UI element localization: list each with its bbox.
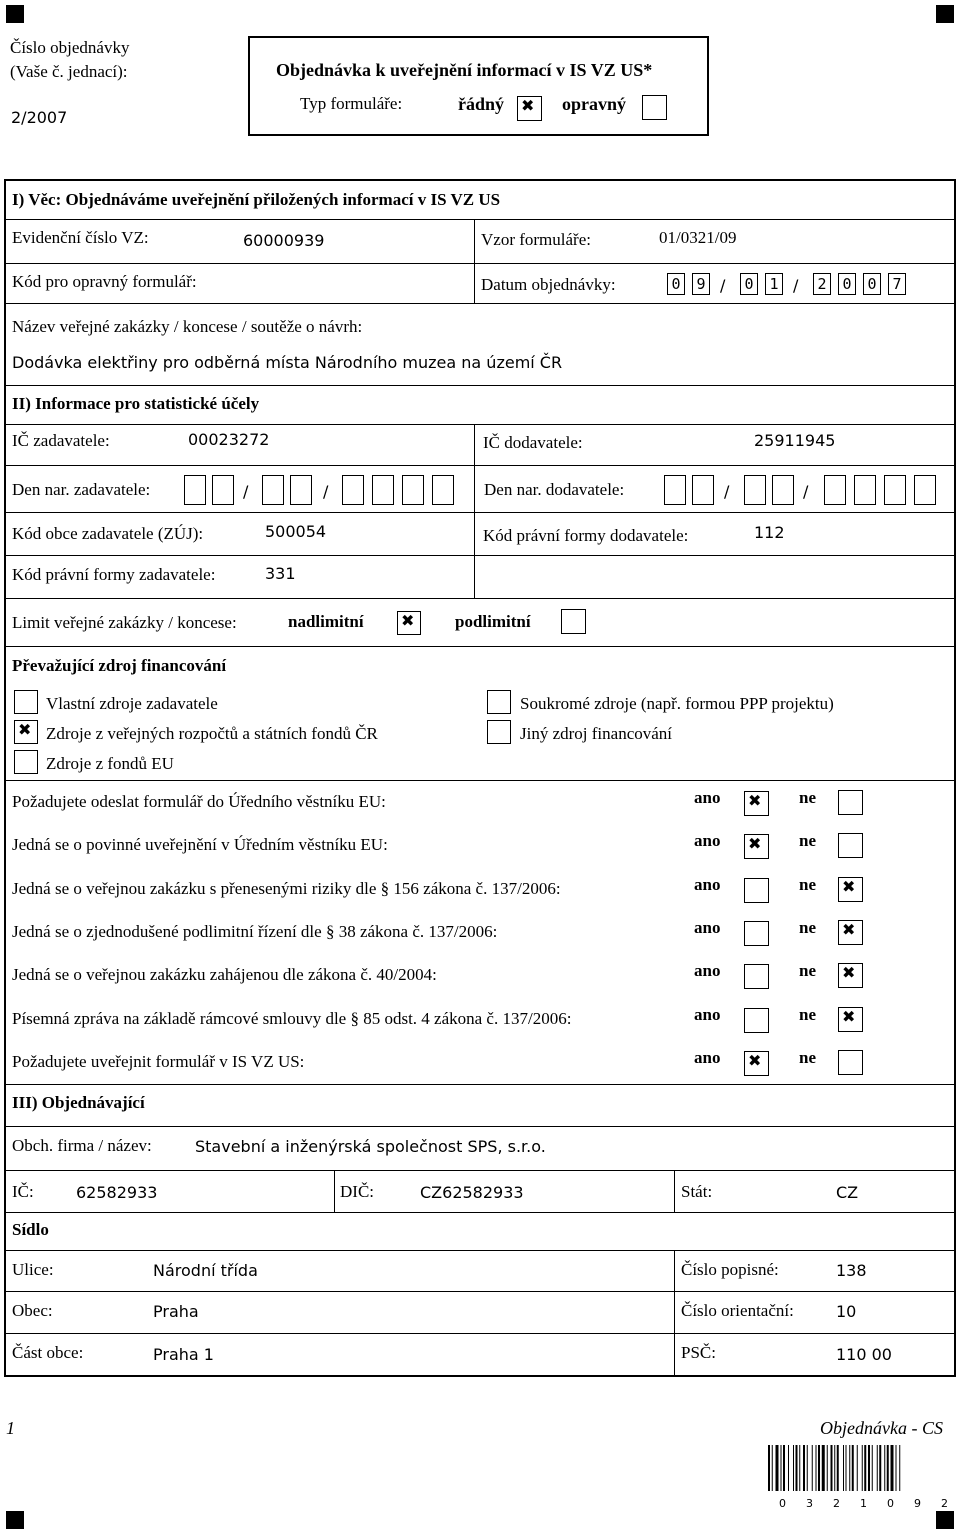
birth-zad-label: Den nar. zadavatele: bbox=[12, 480, 151, 499]
financing-option-label: Zdroje z veřejných rozpočtů a státních fondů ČR bbox=[46, 724, 378, 743]
barcode-bar bbox=[783, 1445, 785, 1491]
barcode-digit: 9 bbox=[914, 1497, 921, 1510]
financing-option-label: Vlastní zdroje zadavatele bbox=[46, 694, 218, 713]
no-label: ne bbox=[799, 917, 816, 937]
date-digit-cell[interactable]: 7 bbox=[888, 273, 906, 295]
barcode-bar bbox=[788, 1445, 789, 1491]
obec-label: Kód obce zadavatele (ZÚJ): bbox=[12, 524, 204, 543]
street-value: Národní třída bbox=[153, 1261, 258, 1280]
pf-dod-value: 112 bbox=[754, 523, 785, 542]
barcode-digit: 2 bbox=[833, 1497, 840, 1510]
barcode-bar bbox=[776, 1445, 779, 1491]
regular-checkbox[interactable] bbox=[517, 96, 542, 121]
yes-checkbox[interactable] bbox=[744, 964, 769, 989]
barcode-bar bbox=[843, 1445, 844, 1491]
financing-option-label: Zdroje z fondů EU bbox=[46, 754, 174, 773]
barcode-bar bbox=[846, 1445, 847, 1491]
no-label: ne bbox=[799, 788, 816, 807]
dic-label: DIČ: bbox=[340, 1182, 374, 1201]
city-label: Obec: bbox=[12, 1301, 53, 1320]
barcode-digit: 3 bbox=[806, 1497, 813, 1510]
barcode-bar bbox=[796, 1445, 798, 1491]
state-label: Stát: bbox=[681, 1182, 713, 1201]
district-label: Část obce: bbox=[12, 1343, 84, 1362]
firm-value: Stavební a inženýrská společnost SPS, s.r.o. bbox=[195, 1137, 546, 1156]
contract-name-label: Název veřejné zakázky / koncese / soutěže o návrh: bbox=[12, 317, 363, 336]
barcode-digit: 0 bbox=[779, 1497, 786, 1510]
no-checkbox[interactable] bbox=[838, 963, 863, 988]
corner-marker-br bbox=[936, 1511, 954, 1529]
nadlimitni-label: nadlimitní bbox=[288, 612, 364, 631]
regular-label: řádný bbox=[458, 94, 505, 114]
barcode-bar bbox=[807, 1445, 808, 1491]
firm-label: Obch. firma / název: bbox=[12, 1136, 152, 1155]
contract-name-value: Dodávka elektřiny pro odběrná místa Národního muzea na území ČR bbox=[12, 353, 563, 372]
barcode-bar bbox=[812, 1445, 813, 1491]
yes-label: ano bbox=[694, 1047, 721, 1067]
date-digit-cell[interactable]: 0 bbox=[838, 273, 856, 295]
template-value: 01/0321/09 bbox=[659, 228, 737, 247]
question-label: Jedná se o veřejnou zakázku s přenesenými riziky dle § 156 zákona č. 137/2006: bbox=[12, 878, 561, 898]
ic-dod-label: IČ dodavatele: bbox=[483, 433, 583, 452]
corner-marker-bl bbox=[6, 1511, 24, 1529]
barcode-bar bbox=[887, 1445, 889, 1491]
evid-label: Evidenční číslo VZ: bbox=[12, 228, 149, 247]
page-number: 1 bbox=[6, 1418, 15, 1438]
birth-zad-year-3[interactable] bbox=[402, 475, 424, 505]
question-label: Písemná zpráva na základě rámcové smlouvy dle § 85 odst. 4 zákona č. 137/2006: bbox=[12, 1008, 572, 1028]
yes-checkbox[interactable] bbox=[744, 921, 769, 946]
question-label: Požadujete uveřejnit formulář v IS VZ US: bbox=[12, 1051, 305, 1071]
birth-zad-year-2[interactable] bbox=[372, 475, 394, 505]
barcode-bar bbox=[852, 1445, 854, 1491]
birth-dod-year-4[interactable] bbox=[914, 475, 936, 505]
date-digit-cell[interactable]: 0 bbox=[863, 273, 881, 295]
date-digit-cell[interactable]: 0 bbox=[667, 273, 685, 295]
barcode-bar bbox=[793, 1445, 794, 1491]
barcode-bar bbox=[857, 1445, 858, 1491]
yes-label: ano bbox=[694, 874, 721, 894]
barcode-bar bbox=[803, 1445, 805, 1491]
ic-dod-value: 25911945 bbox=[754, 431, 836, 450]
birth-dod-year-3[interactable] bbox=[884, 475, 906, 505]
ic-value: 62582933 bbox=[76, 1183, 158, 1202]
barcode-bar bbox=[831, 1445, 833, 1491]
question-label: Požadujete odeslat formulář do Úředního věstníku EU: bbox=[12, 792, 386, 811]
date-digit-cell[interactable]: 2 bbox=[813, 273, 831, 295]
no-label: ne bbox=[799, 1047, 816, 1067]
barcode-bar bbox=[772, 1445, 773, 1491]
date-separator: / bbox=[720, 276, 726, 295]
barcode-bar bbox=[799, 1445, 800, 1491]
financing-checkbox[interactable] bbox=[487, 690, 511, 714]
birth-dod-day-1[interactable] bbox=[664, 475, 686, 505]
birth-dod-year-1[interactable] bbox=[824, 475, 846, 505]
yes-checkbox[interactable] bbox=[744, 834, 769, 859]
date-label: Datum objednávky: bbox=[481, 275, 616, 294]
date-digit-cell[interactable]: 0 bbox=[740, 273, 758, 295]
order-number-value: 2/2007 bbox=[11, 108, 68, 127]
yes-label: ano bbox=[694, 788, 721, 807]
yes-label: ano bbox=[694, 917, 721, 937]
doc-name: Objednávka - CS bbox=[820, 1418, 943, 1438]
financing-option-label: Jiný zdroj financování bbox=[520, 724, 673, 743]
section2-heading: II) Informace pro statistické účely bbox=[12, 394, 260, 413]
yes-checkbox[interactable] bbox=[744, 1051, 769, 1076]
cp-label: Číslo popisné: bbox=[681, 1260, 779, 1279]
birth-dod-month-2[interactable] bbox=[772, 475, 794, 505]
no-label: ne bbox=[799, 1004, 816, 1024]
yes-checkbox[interactable] bbox=[744, 878, 769, 903]
birth-zad-slash-2: / bbox=[323, 482, 329, 501]
financing-option-label: Soukromé zdroje (např. formou PPP projektu) bbox=[520, 694, 834, 713]
order-number-label: Číslo objednávky (Vaše č. jednací): bbox=[10, 38, 130, 81]
barcode-bar bbox=[862, 1445, 863, 1491]
question-label: Jedná se o zjednodušené podlimitní řízení dle § 38 zákona č. 137/2006: bbox=[12, 921, 498, 941]
corrective-label: opravný bbox=[562, 94, 627, 114]
barcode-bar bbox=[899, 1445, 900, 1491]
barcode bbox=[766, 1445, 958, 1505]
date-digit-cell[interactable]: 1 bbox=[765, 273, 783, 295]
no-checkbox[interactable] bbox=[838, 920, 863, 945]
evid-value: 60000939 bbox=[243, 231, 325, 250]
birth-zad-slash-1: / bbox=[243, 482, 249, 501]
birth-dod-label: Den nar. dodavatele: bbox=[484, 480, 625, 499]
barcode-bar bbox=[884, 1445, 885, 1491]
ic-zad-label: IČ zadavatele: bbox=[12, 431, 110, 450]
corr-code-label: Kód pro opravný formulář: bbox=[12, 272, 197, 291]
corner-marker-tr bbox=[936, 5, 954, 23]
birth-zad-month-1[interactable] bbox=[262, 475, 284, 505]
birth-dod-slash-2: / bbox=[803, 482, 809, 501]
barcode-bar bbox=[868, 1445, 870, 1491]
date-separator: / bbox=[793, 276, 799, 295]
barcode-bar bbox=[896, 1445, 897, 1491]
no-checkbox[interactable] bbox=[838, 833, 863, 858]
barcode-bar bbox=[822, 1445, 825, 1491]
obec-value: 500054 bbox=[265, 522, 327, 541]
co-label: Číslo orientační: bbox=[681, 1301, 794, 1320]
no-label: ne bbox=[799, 961, 816, 981]
ic-label: IČ: bbox=[12, 1182, 34, 1201]
financing-checkbox[interactable] bbox=[14, 690, 38, 714]
city-value: Praha bbox=[153, 1302, 199, 1321]
no-checkbox[interactable] bbox=[838, 1050, 863, 1075]
barcode-bar bbox=[834, 1445, 835, 1491]
barcode-bar bbox=[818, 1445, 820, 1491]
section3-heading: III) Objednávající bbox=[12, 1093, 145, 1112]
no-checkbox[interactable] bbox=[838, 790, 863, 815]
financing-checkbox[interactable] bbox=[14, 750, 38, 774]
barcode-digit: 2 bbox=[941, 1497, 948, 1510]
corner-marker-tl bbox=[6, 5, 24, 23]
ic-zad-value: 00023272 bbox=[188, 430, 270, 449]
barcode-bar bbox=[827, 1445, 828, 1491]
financing-checkbox[interactable] bbox=[14, 720, 38, 744]
yes-label: ano bbox=[694, 831, 721, 851]
barcode-bar bbox=[872, 1445, 873, 1491]
barcode-bar bbox=[768, 1445, 770, 1491]
barcode-bar bbox=[849, 1445, 850, 1491]
yes-checkbox[interactable] bbox=[744, 791, 769, 816]
dic-value: CZ62582933 bbox=[420, 1183, 524, 1202]
form-type-label: Typ formuláře: bbox=[300, 94, 403, 113]
barcode-bar bbox=[816, 1445, 817, 1491]
financing-heading: Převažující zdroj financování bbox=[12, 656, 227, 675]
corrective-checkbox[interactable] bbox=[642, 95, 667, 120]
pf-zad-value: 331 bbox=[265, 564, 296, 583]
state-value: CZ bbox=[836, 1183, 859, 1202]
barcode-digit: 1 bbox=[860, 1497, 867, 1510]
yes-label: ano bbox=[694, 1004, 721, 1024]
co-value: 10 bbox=[836, 1302, 857, 1321]
cp-value: 138 bbox=[836, 1261, 867, 1280]
birth-dod-day-2[interactable] bbox=[692, 475, 714, 505]
birth-dod-slash-1: / bbox=[724, 482, 730, 501]
district-value: Praha 1 bbox=[153, 1345, 214, 1364]
section1-heading: I) Věc: Objednáváme uveřejnění přiložených informací v IS VZ US bbox=[12, 190, 501, 209]
pf-dod-label: Kód právní formy dodavatele: bbox=[483, 526, 689, 545]
barcode-bar bbox=[891, 1445, 894, 1491]
birth-dod-month-1[interactable] bbox=[744, 475, 766, 505]
birth-zad-year-1[interactable] bbox=[342, 475, 364, 505]
psc-label: PSČ: bbox=[681, 1343, 716, 1362]
podlimitni-checkbox[interactable] bbox=[561, 609, 586, 634]
birth-zad-month-2[interactable] bbox=[290, 475, 312, 505]
seat-heading: Sídlo bbox=[12, 1220, 49, 1239]
street-label: Ulice: bbox=[12, 1260, 54, 1279]
barcode-bar bbox=[864, 1445, 866, 1491]
no-label: ne bbox=[799, 874, 816, 894]
no-label: ne bbox=[799, 831, 816, 851]
nadlimitni-checkbox[interactable] bbox=[397, 611, 421, 635]
template-label: Vzor formuláře: bbox=[481, 230, 591, 249]
yes-checkbox[interactable] bbox=[744, 1008, 769, 1033]
psc-value: 110 00 bbox=[836, 1345, 892, 1364]
barcode-bar bbox=[781, 1445, 782, 1491]
form-title: Objednávka k uveřejnění informací v IS VZ US* bbox=[276, 60, 653, 80]
podlimitni-label: podlimitní bbox=[455, 612, 531, 631]
date-digit-cell[interactable]: 9 bbox=[692, 273, 710, 295]
pf-zad-label: Kód právní formy zadavatele: bbox=[12, 565, 216, 584]
limit-label: Limit veřejné zakázky / koncese: bbox=[12, 613, 237, 632]
header-box bbox=[248, 36, 709, 136]
barcode-bar bbox=[837, 1445, 839, 1491]
no-checkbox[interactable] bbox=[838, 1007, 863, 1032]
birth-zad-day-2[interactable] bbox=[212, 475, 234, 505]
financing-checkbox[interactable] bbox=[487, 720, 511, 744]
birth-dod-year-2[interactable] bbox=[854, 475, 876, 505]
yes-label: ano bbox=[694, 961, 721, 981]
question-label: Jedná se o povinné uveřejnění v Úředním věstníku EU: bbox=[12, 835, 388, 855]
birth-zad-year-4[interactable] bbox=[432, 475, 454, 505]
birth-zad-day-1[interactable] bbox=[184, 475, 206, 505]
barcode-bar bbox=[877, 1445, 878, 1491]
question-label: Jedná se o veřejnou zakázku zahájenou dle zákona č. 40/2004: bbox=[12, 965, 437, 985]
barcode-bar bbox=[879, 1445, 881, 1491]
barcode-digit: 0 bbox=[887, 1497, 894, 1510]
no-checkbox[interactable] bbox=[838, 877, 863, 902]
